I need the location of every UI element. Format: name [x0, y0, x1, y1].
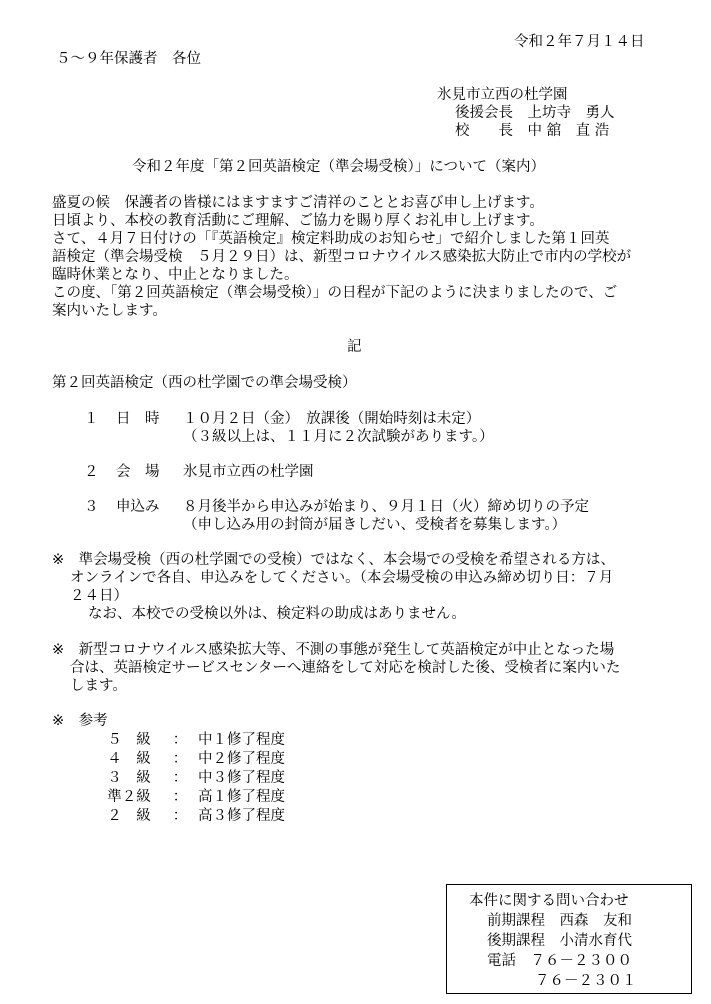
item-number: １ [84, 411, 99, 427]
intro-line: 臨時休業となり、中止となりました。 [52, 267, 299, 283]
reference-heading: ※ 参考 [52, 713, 108, 729]
grade-label: ２ 級 [107, 808, 151, 824]
contact-title: 本件に関する問い合わせ [469, 893, 629, 909]
note-line: ※ 新型コロナウイルス感染拡大等、不測の事態が発生して英語検定が中止となった場 [52, 642, 615, 658]
item-label: 会 場 [116, 464, 160, 480]
grade-label: 準２級 [107, 789, 151, 805]
colon: ： [172, 732, 188, 748]
intro-line: この度、「第２回英語検定（準会場受検）」の日程が下記のように決まりましたので、ご [52, 285, 618, 301]
intro-line: 案内いたします。 [52, 303, 167, 319]
contact-line: 前期課程 西森 友和 [487, 913, 632, 929]
reference-row [96, 731, 285, 750]
grade-label: ５ 級 [107, 732, 151, 748]
intro-line: 語検定（準会場受検 ５月２９日）は、新型コロナウイルス感染拡大防止で市内の学校が [52, 249, 632, 265]
note-line: ※ 準会場受検（西の杜学園での受検）ではなく、本会場での受検を希望される方は、 [52, 552, 615, 568]
note-line: ２４日） [70, 588, 128, 604]
colon: ： [172, 789, 188, 805]
grade-level: 高３修了程度 [198, 808, 285, 824]
colon: ： [172, 770, 188, 786]
grade-level: 高１修了程度 [198, 789, 285, 805]
sender-line-1: 後援会長 上坊寺 勇人 [455, 105, 615, 121]
grade-level: 中２修了程度 [198, 751, 285, 767]
intro-line: さて、４月７日付けの「『英語検定』検定料助成のお知らせ」で紹介しました第１回英 [52, 231, 610, 247]
item-note: （申し込み用の封筒が届きしだい、受検者を募集します。） [183, 517, 567, 533]
contact-line: 後期課程 小清水育代 [487, 933, 632, 949]
note-line: オンラインで各自、申込みをしてください。（本会場受検の申込み締め切り日：７月 [70, 570, 614, 586]
reference-row [96, 769, 285, 788]
note-line: なお、本校での受検以外は、検定料の助成はありません。 [88, 606, 466, 622]
item-value: 氷見市立西の杜学園 [183, 464, 314, 480]
item-number: ３ [84, 499, 99, 515]
colon: ： [172, 751, 188, 767]
recipient: ５～９年保護者 各位 [56, 51, 201, 67]
reference-table [96, 731, 285, 826]
item-value: １０月２日（金） 放課後（開始時刻は未定） [183, 411, 481, 427]
colon: ： [172, 808, 188, 824]
grade-level: 中３修了程度 [198, 770, 285, 786]
sender-line-2: 校 長 中 舘 直 浩 [455, 123, 610, 139]
contact-phone: ７６－２３０１ [535, 973, 637, 989]
reference-row [96, 750, 285, 769]
item-label: 申込み [116, 499, 160, 515]
contact-phone: 電話 ７６－２３００ [487, 953, 632, 969]
item-value: ８月後半から申込みが始まり、９月１日（火）締め切りの予定 [183, 499, 589, 515]
sender-organization: 氷見市立西の杜学園 [437, 87, 568, 103]
document-title: 令和２年度「第２回英語検定（準会場受検）」について（案内） [132, 159, 545, 175]
reference-row [96, 807, 285, 826]
section-title: 第２回英語検定（西の杜学園での準会場受検） [52, 375, 357, 391]
intro-line: 盛夏の候 保護者の皆様にはますますご清祥のこととお喜び申し上げます。 [52, 195, 544, 211]
grade-level: 中１修了程度 [198, 732, 285, 748]
intro-line: 日頃より、本校の教育活動にご理解、ご協力を賜り厚くお礼申し上げます。 [52, 213, 544, 229]
contact-box [446, 884, 692, 994]
item-label: 日 時 [116, 411, 160, 427]
note-line: 合は、英語検定サービスセンターへ連絡をして対応を検討した後、受検者に案内いた [70, 660, 621, 676]
ki-marker: 記 [347, 339, 362, 355]
grade-label: ４ 級 [107, 751, 151, 767]
note-line: します。 [70, 678, 127, 694]
reference-row [96, 788, 285, 807]
document-date: 令和２年７月１４日 [514, 34, 645, 50]
item-note: （３級以上は、１１月に２次試験があります。） [183, 429, 494, 445]
grade-label: ３ 級 [107, 770, 151, 786]
item-number: ２ [84, 464, 99, 480]
